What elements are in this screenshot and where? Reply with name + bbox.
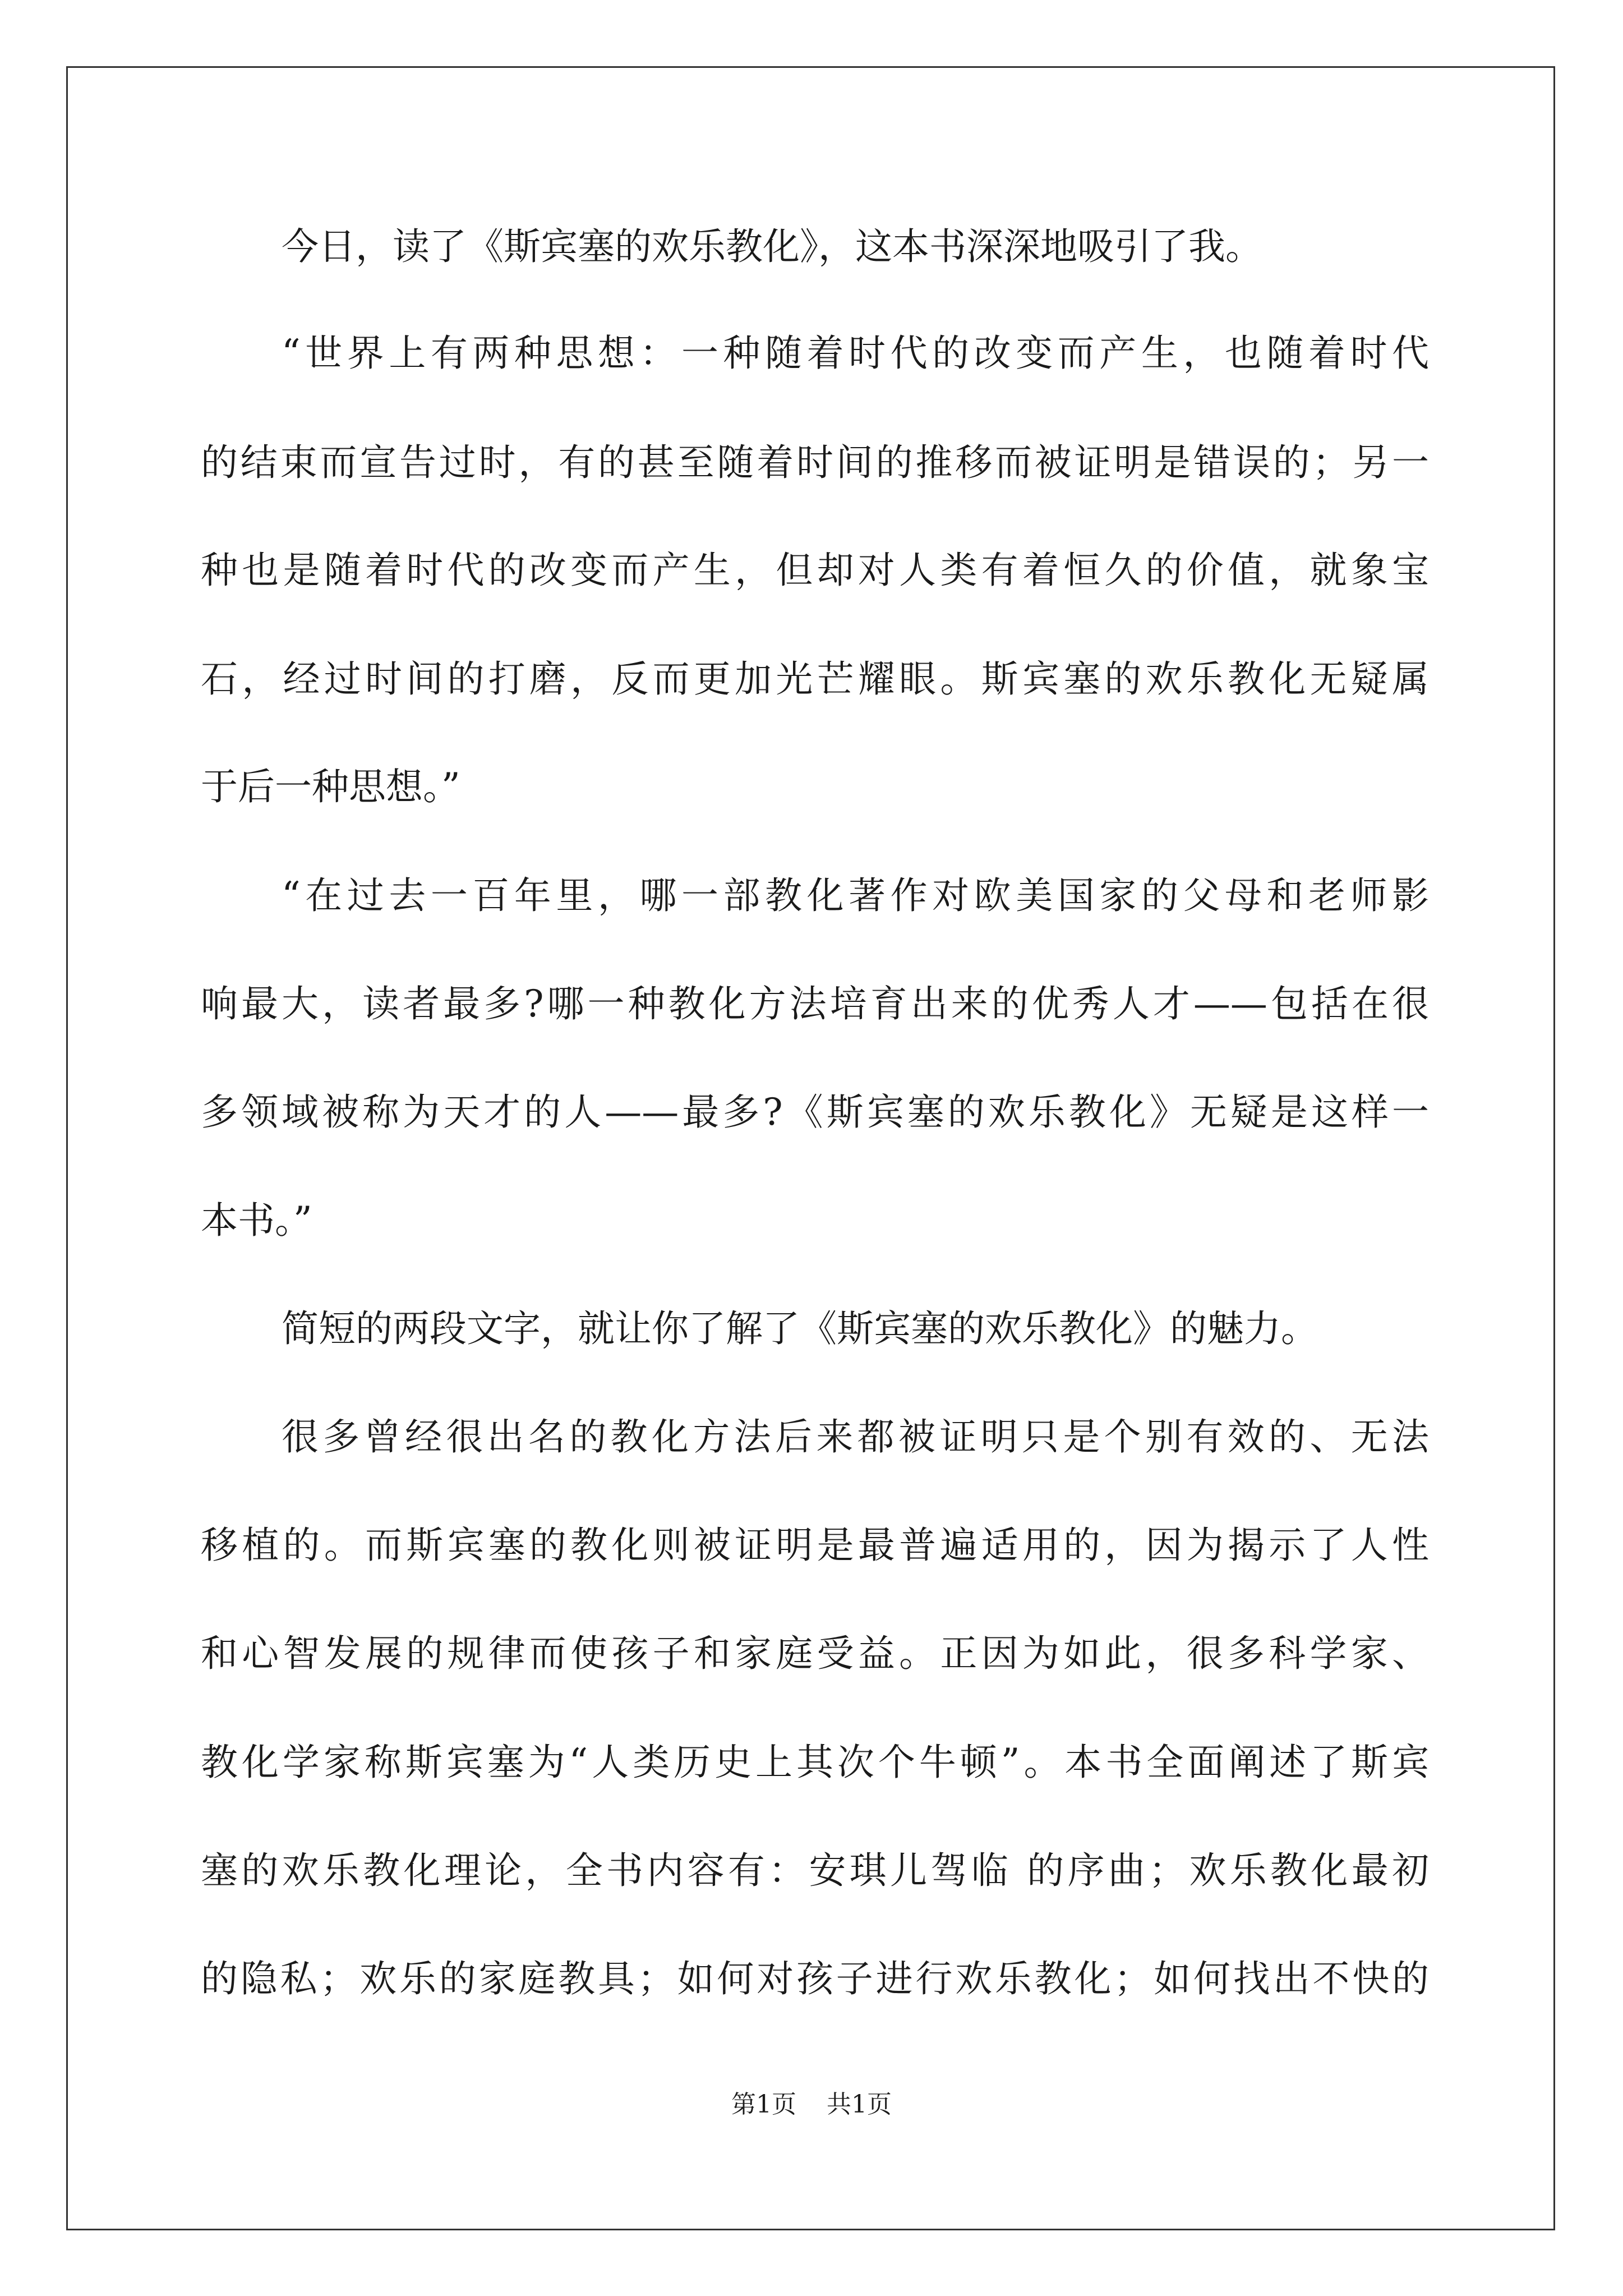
paragraph-1-line-1: 今日，读了《斯宾塞的欢乐教化》，这本书深深地吸引了我。: [282, 225, 1262, 268]
page-border: [66, 66, 1555, 2230]
paragraph-3-line-2: 响最大，读者最多?哪一种教化方法培育出来的优秀人才——包括在很: [201, 982, 1429, 1025]
paragraph-2-line-5: 于后一种思想。”: [201, 765, 460, 808]
paragraph-3-line-3: 多领域被称为天才的人——最多?《斯宾塞的欢乐教化》无疑是这样一: [201, 1091, 1429, 1134]
paragraph-3-line-4: 本书。”: [201, 1199, 312, 1242]
paragraph-5-line-4: 教化学家称斯宾塞为“人类历史上其次个牛顿”。本书全面阐述了斯宾: [201, 1741, 1429, 1784]
page-number: 第1页: [731, 2090, 796, 2119]
paragraph-3-line-1: “在过去一百年里，哪一部教化著作对欧美国家的父母和老师影: [282, 874, 1429, 917]
paragraph-5-line-1: 很多曾经很出名的教化方法后来都被证明只是个别有效的、无法: [282, 1415, 1429, 1458]
paragraph-5-line-2: 移植的。而斯宾塞的教化则被证明是最普遍适用的，因为揭示了人性: [201, 1524, 1429, 1567]
paragraph-2-line-4: 石，经过时间的打磨，反而更加光芒耀眼。斯宾塞的欢乐教化无疑属: [201, 657, 1429, 701]
paragraph-5-line-5: 塞的欢乐教化理论，全书内容有：安琪儿驾临 的序曲；欢乐教化最初: [201, 1849, 1429, 1892]
page-total: 共1页: [827, 2090, 892, 2119]
page-footer: [0, 2084, 1623, 2120]
paragraph-5-line-6: 的隐私；欢乐的家庭教具；如何对孩子进行欢乐教化；如何找出不快的: [201, 1957, 1429, 2000]
paragraph-2-line-1: “世界上有两种思想：一种随着时代的改变而产生，也随着时代: [282, 332, 1429, 375]
paragraph-5-line-3: 和心智发展的规律而使孩子和家庭受益。正因为如此，很多科学家、: [201, 1632, 1429, 1675]
paragraph-2-line-2: 的结束而宣告过时，有的甚至随着时间的推移而被证明是错误的；另一: [201, 441, 1429, 484]
paragraph-2-line-3: 种也是随着时代的改变而产生，但却对人类有着恒久的价值，就象宝: [201, 549, 1429, 592]
paragraph-4-line-1: 简短的两段文字，就让你了解了《斯宾塞的欢乐教化》的魅力。: [282, 1307, 1318, 1350]
